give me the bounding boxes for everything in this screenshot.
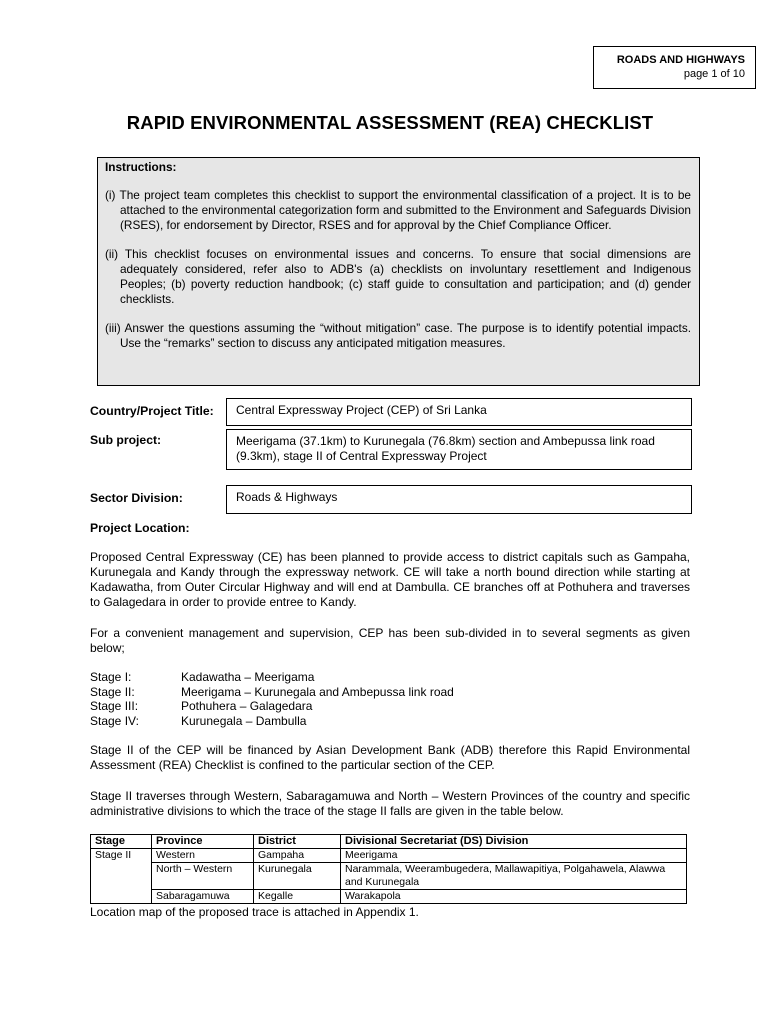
stage-row [90, 699, 454, 714]
stage-row [90, 714, 454, 729]
country-project-title-label: Country/Project Title: [90, 404, 214, 418]
paragraph-adb-financing: Stage II of the CEP will be financed by Asian Development Bank (ADB) therefore this Rapid Environmental Assessment (REA) Checklist is confined to the particular section of the CEP. [90, 743, 690, 772]
sub-project-label: Sub project: [90, 433, 162, 447]
stage-description: Meerigama – Kurunegala and Ambepussa link road [181, 684, 454, 699]
header-category: ROADS AND HIGHWAYS [616, 54, 745, 66]
stage-name: Stage I: [90, 670, 132, 684]
table-header-stage: Stage [91, 835, 152, 849]
paragraph-segments: For a convenient management and supervision, CEP has been sub-divided in to several segments as given below; [90, 626, 690, 655]
paragraph-provinces: Stage II traverses through Western, Sabaragamuwa and North – Western Provinces of the country and specific administrative divisions to which the trace of the stage II falls are given in the table below. [90, 789, 690, 818]
stage-name: Stage IV: [90, 713, 139, 728]
sector-division-value: Roads & Highways [226, 485, 692, 514]
project-location-label: Project Location: [90, 521, 190, 535]
instructions-box [97, 157, 700, 386]
table-header-district: District [254, 835, 341, 849]
stage-row [90, 670, 454, 685]
table-cell-district: Gampaha [254, 849, 341, 863]
table-row [91, 849, 687, 863]
sub-project-value: Meerigama (37.1km) to Kurunegala (76.8km) section and Ambepussa link road (9.3km), stage II of Central Expressway Project [226, 429, 692, 470]
table-row [91, 863, 687, 890]
sector-division-label: Sector Division: [90, 491, 183, 505]
ds-division-table [90, 834, 687, 904]
table-header-ds-division: Divisional Secretariat (DS) Division [341, 835, 687, 849]
table-header-row [91, 835, 687, 849]
table-cell-province: Sabaragamuwa [152, 890, 254, 904]
stage-description: Pothuhera – Galagedara [181, 699, 313, 713]
instructions-title: Instructions: [105, 160, 177, 174]
instruction-item-2: (ii) This checklist focuses on environmental issues and concerns. To ensure that social dimensions are adequately considered, refer also to ADB's (a) checklists on involuntary resettlement and Indigenous Peoples; (b) poverty reduction handbook; (c) staff guide to consultation and participation; and (d) gender checklists. [105, 247, 691, 306]
stage-name: Stage II: [90, 684, 135, 699]
table-row [91, 890, 687, 904]
country-project-title-value: Central Expressway Project (CEP) of Sri Lanka [226, 398, 692, 426]
instruction-item-1: (i) The project team completes this checklist to support the environmental classification of a project. It is to be attached to the environmental categorization form and submitted to the Environment and Safeguards Division (RSES), for endorsement by Director, RSES and for approval by the Chief Compliance Officer. [105, 188, 691, 232]
stages-list [90, 670, 454, 728]
table-cell-district: Kegalle [254, 890, 341, 904]
table-cell-ds-division: Warakapola [341, 890, 687, 904]
table-cell-province: Western [152, 849, 254, 863]
header-box [593, 46, 756, 89]
instruction-item-3: (iii) Answer the questions assuming the “without mitigation” case. The purpose is to identify potential impacts. Use the “remarks” section to discuss any anticipated mitigation measures. [105, 321, 691, 350]
table-cell-ds-division: Meerigama [341, 849, 687, 863]
table-cell-district: Kurunegala [254, 863, 341, 890]
paragraph-ce-overview: Proposed Central Expressway (CE) has been planned to provide access to district capitals such as Gampaha, Kurunegala and Kandy through the expressway network. CE will take a north bound direction while starting at Kadawatha, from Outer Circular Highway and will end at Dambulla. CE branches off at Pothuhera and traverses to Galagedara in order to provide entree to Kandy. [90, 550, 690, 609]
footnote-appendix: Location map of the proposed trace is attached in Appendix 1. [90, 905, 419, 919]
stage-description: Kadawatha – Meerigama [181, 670, 315, 684]
document-title: RAPID ENVIRONMENTAL ASSESSMENT (REA) CHECKLIST [126, 112, 654, 133]
header-page-number: page 1 of 10 [683, 68, 745, 80]
table-cell-province: North – Western [152, 863, 254, 890]
table-cell-stage: Stage II [91, 849, 152, 904]
stage-row [90, 685, 454, 700]
table-cell-ds-division: Narammala, Weerambugedera, Mallawapitiya, Polgahawela, Alawwa and Kurunegala [341, 863, 687, 890]
stage-name: Stage III: [90, 699, 139, 713]
table-header-province: Province [152, 835, 254, 849]
stage-description: Kurunegala – Dambulla [181, 713, 307, 728]
